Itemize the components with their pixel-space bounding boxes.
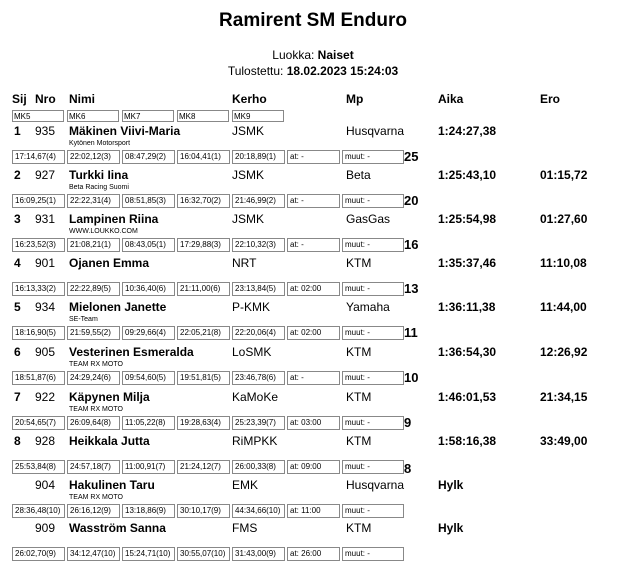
rider-club: P-KMK <box>232 300 271 314</box>
stage-times-row <box>0 194 626 208</box>
at-penalty: at: 26:00 <box>287 547 340 561</box>
rider-bike: KTM <box>346 434 372 448</box>
total-time: 1:24:27,38 <box>438 124 497 138</box>
rider-club: JSMK <box>232 124 265 138</box>
row-number: 905 <box>35 345 56 359</box>
rider-name: Lampinen Riina <box>69 212 159 226</box>
stage-mk5: 18:51,87(6) <box>12 371 65 385</box>
rider-bike: Husqvarna <box>346 124 405 138</box>
stage-mk6: 21:59,55(2) <box>67 326 120 340</box>
rider-club: KaMoKe <box>232 390 279 404</box>
points-badge: 13 <box>404 281 419 296</box>
total-time: 1:35:37,46 <box>438 256 497 270</box>
stage-mk8: 16:32,70(2) <box>177 194 230 208</box>
rider-team: TEAM RX MOTO <box>69 494 123 501</box>
other-penalty: muut: - <box>342 460 404 474</box>
stage-times-row <box>0 460 626 474</box>
stage-mk5: 18:16,90(5) <box>12 326 65 340</box>
stage-mk8: 19:28,63(4) <box>177 416 230 430</box>
other-penalty: muut: - <box>342 504 404 518</box>
stage-mk5: 25:53,84(8) <box>12 460 65 474</box>
stage-mk6: 34:12,47(10) <box>67 547 120 561</box>
other-penalty: muut: - <box>342 282 404 296</box>
at-penalty: at: - <box>287 150 340 164</box>
header-aika: Aika <box>438 92 464 106</box>
stage-mk7: 08:43,05(1) <box>122 238 175 252</box>
at-penalty: at: 02:00 <box>287 326 340 340</box>
at-penalty: at: 03:00 <box>287 416 340 430</box>
at-penalty: at: 02:00 <box>287 282 340 296</box>
rider-team: Beta Racing Suomi <box>69 184 129 191</box>
stage-mk5: 17:14,67(4) <box>12 150 65 164</box>
stage-times-row <box>0 504 626 518</box>
stage-mk6: 26:16,12(9) <box>67 504 120 518</box>
at-penalty: at: - <box>287 238 340 252</box>
other-penalty: muut: - <box>342 416 404 430</box>
at-penalty: at: 09:00 <box>287 460 340 474</box>
stage-mk8: 16:04,41(1) <box>177 150 230 164</box>
printed-line <box>0 64 626 78</box>
stage-label-mk8: MK8 <box>177 110 229 122</box>
rider-club: JSMK <box>232 168 265 182</box>
stage-mk5: 16:13,33(2) <box>12 282 65 296</box>
rider-name: Hakulinen Taru <box>69 478 155 492</box>
points-badge: 11 <box>404 325 418 340</box>
stage-times-row <box>0 416 626 430</box>
rider-team: TEAM RX MOTO <box>69 361 123 368</box>
time-diff: 12:26,92 <box>540 345 588 359</box>
row-number: 901 <box>35 256 56 270</box>
row-number: 934 <box>35 300 56 314</box>
other-penalty: muut: - <box>342 371 404 385</box>
printed-label: Tulostettu: <box>227 64 284 78</box>
header-sij: Sij <box>12 92 27 106</box>
stage-mk5: 20:54,65(7) <box>12 416 65 430</box>
stage-times-row <box>0 238 626 252</box>
stage-mk6: 24:29,24(6) <box>67 371 120 385</box>
rider-bike: KTM <box>346 256 372 270</box>
printed-value: 18.02.2023 15:24:03 <box>286 64 399 78</box>
stage-mk8: 30:10,17(9) <box>177 504 230 518</box>
rider-bike: Beta <box>346 168 371 182</box>
stage-mk7: 11:05,22(8) <box>122 416 175 430</box>
rider-bike: KTM <box>346 521 372 535</box>
rider-bike: Husqvarna <box>346 478 405 492</box>
stage-times-row <box>0 150 626 164</box>
rider-name: Heikkala Jutta <box>69 434 150 448</box>
stage-mk7: 08:51,85(3) <box>122 194 175 208</box>
other-penalty: muut: - <box>342 194 404 208</box>
rider-bike: KTM <box>346 390 372 404</box>
stage-label-mk6: MK6 <box>67 110 119 122</box>
time-diff: 01:15,72 <box>540 168 588 182</box>
total-time: 1:25:43,10 <box>438 168 497 182</box>
time-diff: 11:10,08 <box>540 256 587 270</box>
other-penalty: muut: - <box>342 150 404 164</box>
rider-name: Turkki Iina <box>69 168 129 182</box>
header-mp: Mp <box>346 92 364 106</box>
rider-club: NRT <box>232 256 257 270</box>
total-time: Hylk <box>438 521 464 535</box>
stage-mk6: 22:02,12(3) <box>67 150 120 164</box>
stage-mk7: 11:00,91(7) <box>122 460 175 474</box>
stage-mk9: 31:43,00(9) <box>232 547 285 561</box>
points-badge: 16 <box>404 237 419 252</box>
row-position: 8 <box>14 434 21 448</box>
stage-mk9: 26:00,33(8) <box>232 460 285 474</box>
at-penalty: at: - <box>287 371 340 385</box>
rider-team: TEAM RX MOTO <box>69 406 123 413</box>
row-number: 922 <box>35 390 56 404</box>
rider-bike: KTM <box>346 345 372 359</box>
stage-times-row <box>0 547 626 561</box>
rider-name: Vesterinen Esmeralda <box>69 345 194 359</box>
stage-label-mk9: MK9 <box>232 110 284 122</box>
time-diff: 33:49,00 <box>540 434 588 448</box>
class-line <box>0 48 626 62</box>
stage-mk9: 23:46,78(6) <box>232 371 285 385</box>
header-ero: Ero <box>540 92 561 106</box>
header-nro: Nro <box>35 92 56 106</box>
time-diff: 01:27,60 <box>540 212 588 226</box>
points-badge: 9 <box>404 415 412 430</box>
row-position: 6 <box>14 345 21 359</box>
stage-mk6: 26:09,64(8) <box>67 416 120 430</box>
stage-mk6: 22:22,89(5) <box>67 282 120 296</box>
rider-club: FMS <box>232 521 258 535</box>
stage-mk7: 15:24,71(10) <box>122 547 175 561</box>
rider-name: Mäkinen Viivi-Maria <box>69 124 181 138</box>
stage-mk9: 23:13,84(5) <box>232 282 285 296</box>
row-position: 2 <box>14 168 21 182</box>
stage-mk5: 16:09,25(1) <box>12 194 65 208</box>
stage-mk5: 26:02,70(9) <box>12 547 65 561</box>
rider-club: JSMK <box>232 212 265 226</box>
page-title: Ramirent SM Enduro <box>219 10 407 31</box>
at-penalty: at: 11:00 <box>287 504 340 518</box>
time-diff: 11:44,00 <box>540 300 587 314</box>
stage-mk7: 10:36,40(6) <box>122 282 175 296</box>
stage-mk8: 17:29,88(3) <box>177 238 230 252</box>
rider-name: Wasström Sanna <box>69 521 166 535</box>
rider-name: Mielonen Janette <box>69 300 167 314</box>
row-position: 3 <box>14 212 21 226</box>
stage-times-row <box>0 282 626 296</box>
stage-label-mk7: MK7 <box>122 110 174 122</box>
stage-mk8: 21:24,12(7) <box>177 460 230 474</box>
stage-mk7: 09:29,66(4) <box>122 326 175 340</box>
stage-mk9: 21:46,99(2) <box>232 194 285 208</box>
stage-label-mk5: MK5 <box>12 110 64 122</box>
stage-mk7: 09:54,60(5) <box>122 371 175 385</box>
row-position: 1 <box>14 124 21 138</box>
stage-mk6: 22:22,31(4) <box>67 194 120 208</box>
other-penalty: muut: - <box>342 326 404 340</box>
stage-mk8: 22:05,21(8) <box>177 326 230 340</box>
other-penalty: muut: - <box>342 238 404 252</box>
row-number: 931 <box>35 212 56 226</box>
total-time: 1:25:54,98 <box>438 212 497 226</box>
class-value: Naiset <box>317 48 354 62</box>
stage-times-row <box>0 326 626 340</box>
row-number: 909 <box>35 521 56 535</box>
stage-mk8: 21:11,00(6) <box>177 282 230 296</box>
stage-mk6: 21:08,21(1) <box>67 238 120 252</box>
stage-times-row <box>0 371 626 385</box>
stage-mk8: 30:55,07(10) <box>177 547 230 561</box>
total-time: 1:58:16,38 <box>438 434 497 448</box>
total-time: 1:46:01,53 <box>438 390 497 404</box>
stage-mk9: 44:34,66(10) <box>232 504 285 518</box>
stage-mk7: 08:47,29(2) <box>122 150 175 164</box>
rider-bike: Yamaha <box>346 300 390 314</box>
other-penalty: muut: - <box>342 547 404 561</box>
rider-club: LoSMK <box>232 345 272 359</box>
row-position: 5 <box>14 300 21 314</box>
row-position: 4 <box>14 256 21 270</box>
rider-team: Kytönen Motorsport <box>69 140 131 147</box>
rider-team: SE-Team <box>69 316 98 323</box>
header-nimi: Nimi <box>69 92 96 106</box>
header-kerho: Kerho <box>232 92 267 106</box>
rider-bike: GasGas <box>346 212 391 226</box>
time-diff: 21:34,15 <box>540 390 588 404</box>
class-label: Luokka: <box>272 48 315 62</box>
rider-club: RiMPKK <box>232 434 278 448</box>
points-badge: 8 <box>404 461 412 476</box>
row-position: 7 <box>14 390 21 404</box>
row-number: 927 <box>35 168 56 182</box>
stage-mk9: 22:10,32(3) <box>232 238 285 252</box>
stage-mk8: 19:51,81(5) <box>177 371 230 385</box>
total-time: 1:36:54,30 <box>438 345 497 359</box>
rider-team: WWW.LOUKKO.COM <box>69 228 138 235</box>
row-number: 935 <box>35 124 56 138</box>
stage-mk6: 24:57,18(7) <box>67 460 120 474</box>
row-number: 928 <box>35 434 56 448</box>
rider-name: Käpynen Milja <box>69 390 150 404</box>
rider-club: EMK <box>232 478 259 492</box>
stage-mk5: 28:36,48(10) <box>12 504 65 518</box>
row-number: 904 <box>35 478 56 492</box>
points-badge: 20 <box>404 193 419 208</box>
stage-mk9: 25:23,39(7) <box>232 416 285 430</box>
stage-mk7: 13:18,86(9) <box>122 504 175 518</box>
at-penalty: at: - <box>287 194 340 208</box>
stage-mk9: 20:18,89(1) <box>232 150 285 164</box>
points-badge: 25 <box>404 149 419 164</box>
points-badge: 10 <box>404 370 419 385</box>
stage-mk9: 22:20,06(4) <box>232 326 285 340</box>
total-time: 1:36:11,38 <box>438 300 496 314</box>
rider-name: Ojanen Emma <box>69 256 150 270</box>
total-time: Hylk <box>438 478 464 492</box>
stage-mk5: 16:23,52(3) <box>12 238 65 252</box>
